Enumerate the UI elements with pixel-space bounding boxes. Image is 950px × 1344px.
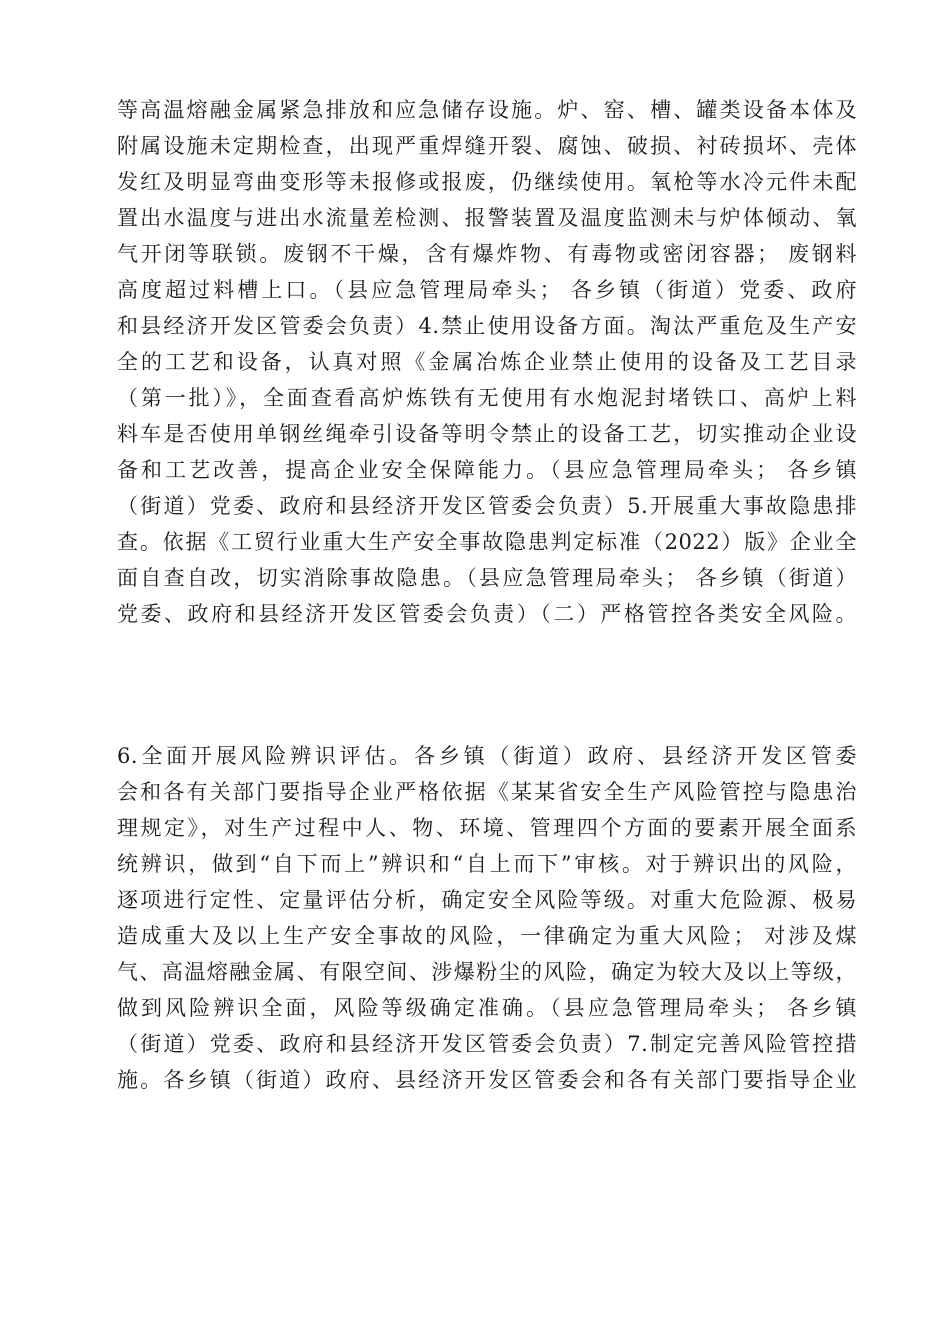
text-line: 和县经济开发区管委会负责）4.禁止使用设备方面。淘汰严重危及生产安 (117, 314, 857, 338)
paragraph-1 (117, 92, 857, 632)
text-line: 等高温熔融金属紧急排放和应急储存设施。炉、窑、槽、罐类设备本体及 (117, 98, 857, 122)
text-line: 逐项进行定性、定量评估分析，确定安全风险等级。对重大危险源、极易 (117, 888, 857, 912)
text-line: 6.全面开展风险辨识评估。各乡镇（街道）政府、县经济开发区管委 (117, 744, 857, 768)
text-line: （第一批）》，全面查看高炉炼铁有无使用有水炮泥封堵铁口、高炉上料 (117, 386, 857, 410)
text-line: 造成重大及以上生产安全事故的风险，一律确定为重大风险； 对涉及煤 (117, 924, 857, 948)
text-line: 发红及明显弯曲变形等未报修或报废，仍继续使用。氧枪等水冷元件未配 (117, 170, 857, 194)
paragraph-2 (117, 738, 857, 1098)
text-line: 备和工艺改善，提高企业安全保障能力。（县应急管理局牵头； 各乡镇 (117, 458, 857, 482)
text-line: 料车是否使用单钢丝绳牵引设备等明令禁止的设备工艺，切实推动企业设 (117, 422, 857, 446)
text-line: 气、高温熔融金属、有限空间、涉爆粉尘的风险，确定为较大及以上等级， (117, 960, 857, 984)
text-line: 查。依据《工贸行业重大生产安全事故隐患判定标准（2022）版》企业全 (117, 530, 857, 554)
text-line: 置出水温度与进出水流量差检测、报警装置及温度监测未与炉体倾动、氧 (117, 206, 857, 230)
text-line: 高度超过料槽上口。（县应急管理局牵头； 各乡镇（街道）党委、政府 (117, 278, 857, 302)
text-line: 做到风险辨识全面，风险等级确定准确。（县应急管理局牵头； 各乡镇 (117, 996, 857, 1020)
text-line: 会和各有关部门要指导企业严格依据《某某省安全生产风险管控与隐患治 (117, 780, 857, 804)
text-line: 面自查自改，切实消除事故隐患。（县应急管理局牵头； 各乡镇（街道） (117, 566, 857, 590)
text-line: （街道）党委、政府和县经济开发区管委会负责）5.开展重大事故隐患排 (117, 494, 857, 518)
text-line: 统辨识，做到“自下而上”辨识和“自上而下”审核。对于辨识出的风险， (117, 852, 857, 876)
text-line: 施。各乡镇（街道）政府、县经济开发区管委会和各有关部门要指导企业 (117, 1068, 857, 1092)
text-line: 理规定》，对生产过程中人、物、环境、管理四个方面的要素开展全面系 (117, 816, 857, 840)
text-line: （街道）党委、政府和县经济开发区管委会负责）7.制定完善风险管控措 (117, 1032, 857, 1056)
text-line: 附属设施未定期检查，出现严重焊缝开裂、腐蚀、破损、衬砖损坏、壳体 (117, 134, 857, 158)
text-line: 党委、政府和县经济开发区管委会负责）（二）严格管控各类安全风险。 (117, 602, 857, 626)
text-line: 气开闭等联锁。废钢不干燥，含有爆炸物、有毒物或密闭容器； 废钢料 (117, 242, 857, 266)
text-line: 全的工艺和设备，认真对照《金属冶炼企业禁止使用的设备及工艺目录 (117, 350, 857, 374)
